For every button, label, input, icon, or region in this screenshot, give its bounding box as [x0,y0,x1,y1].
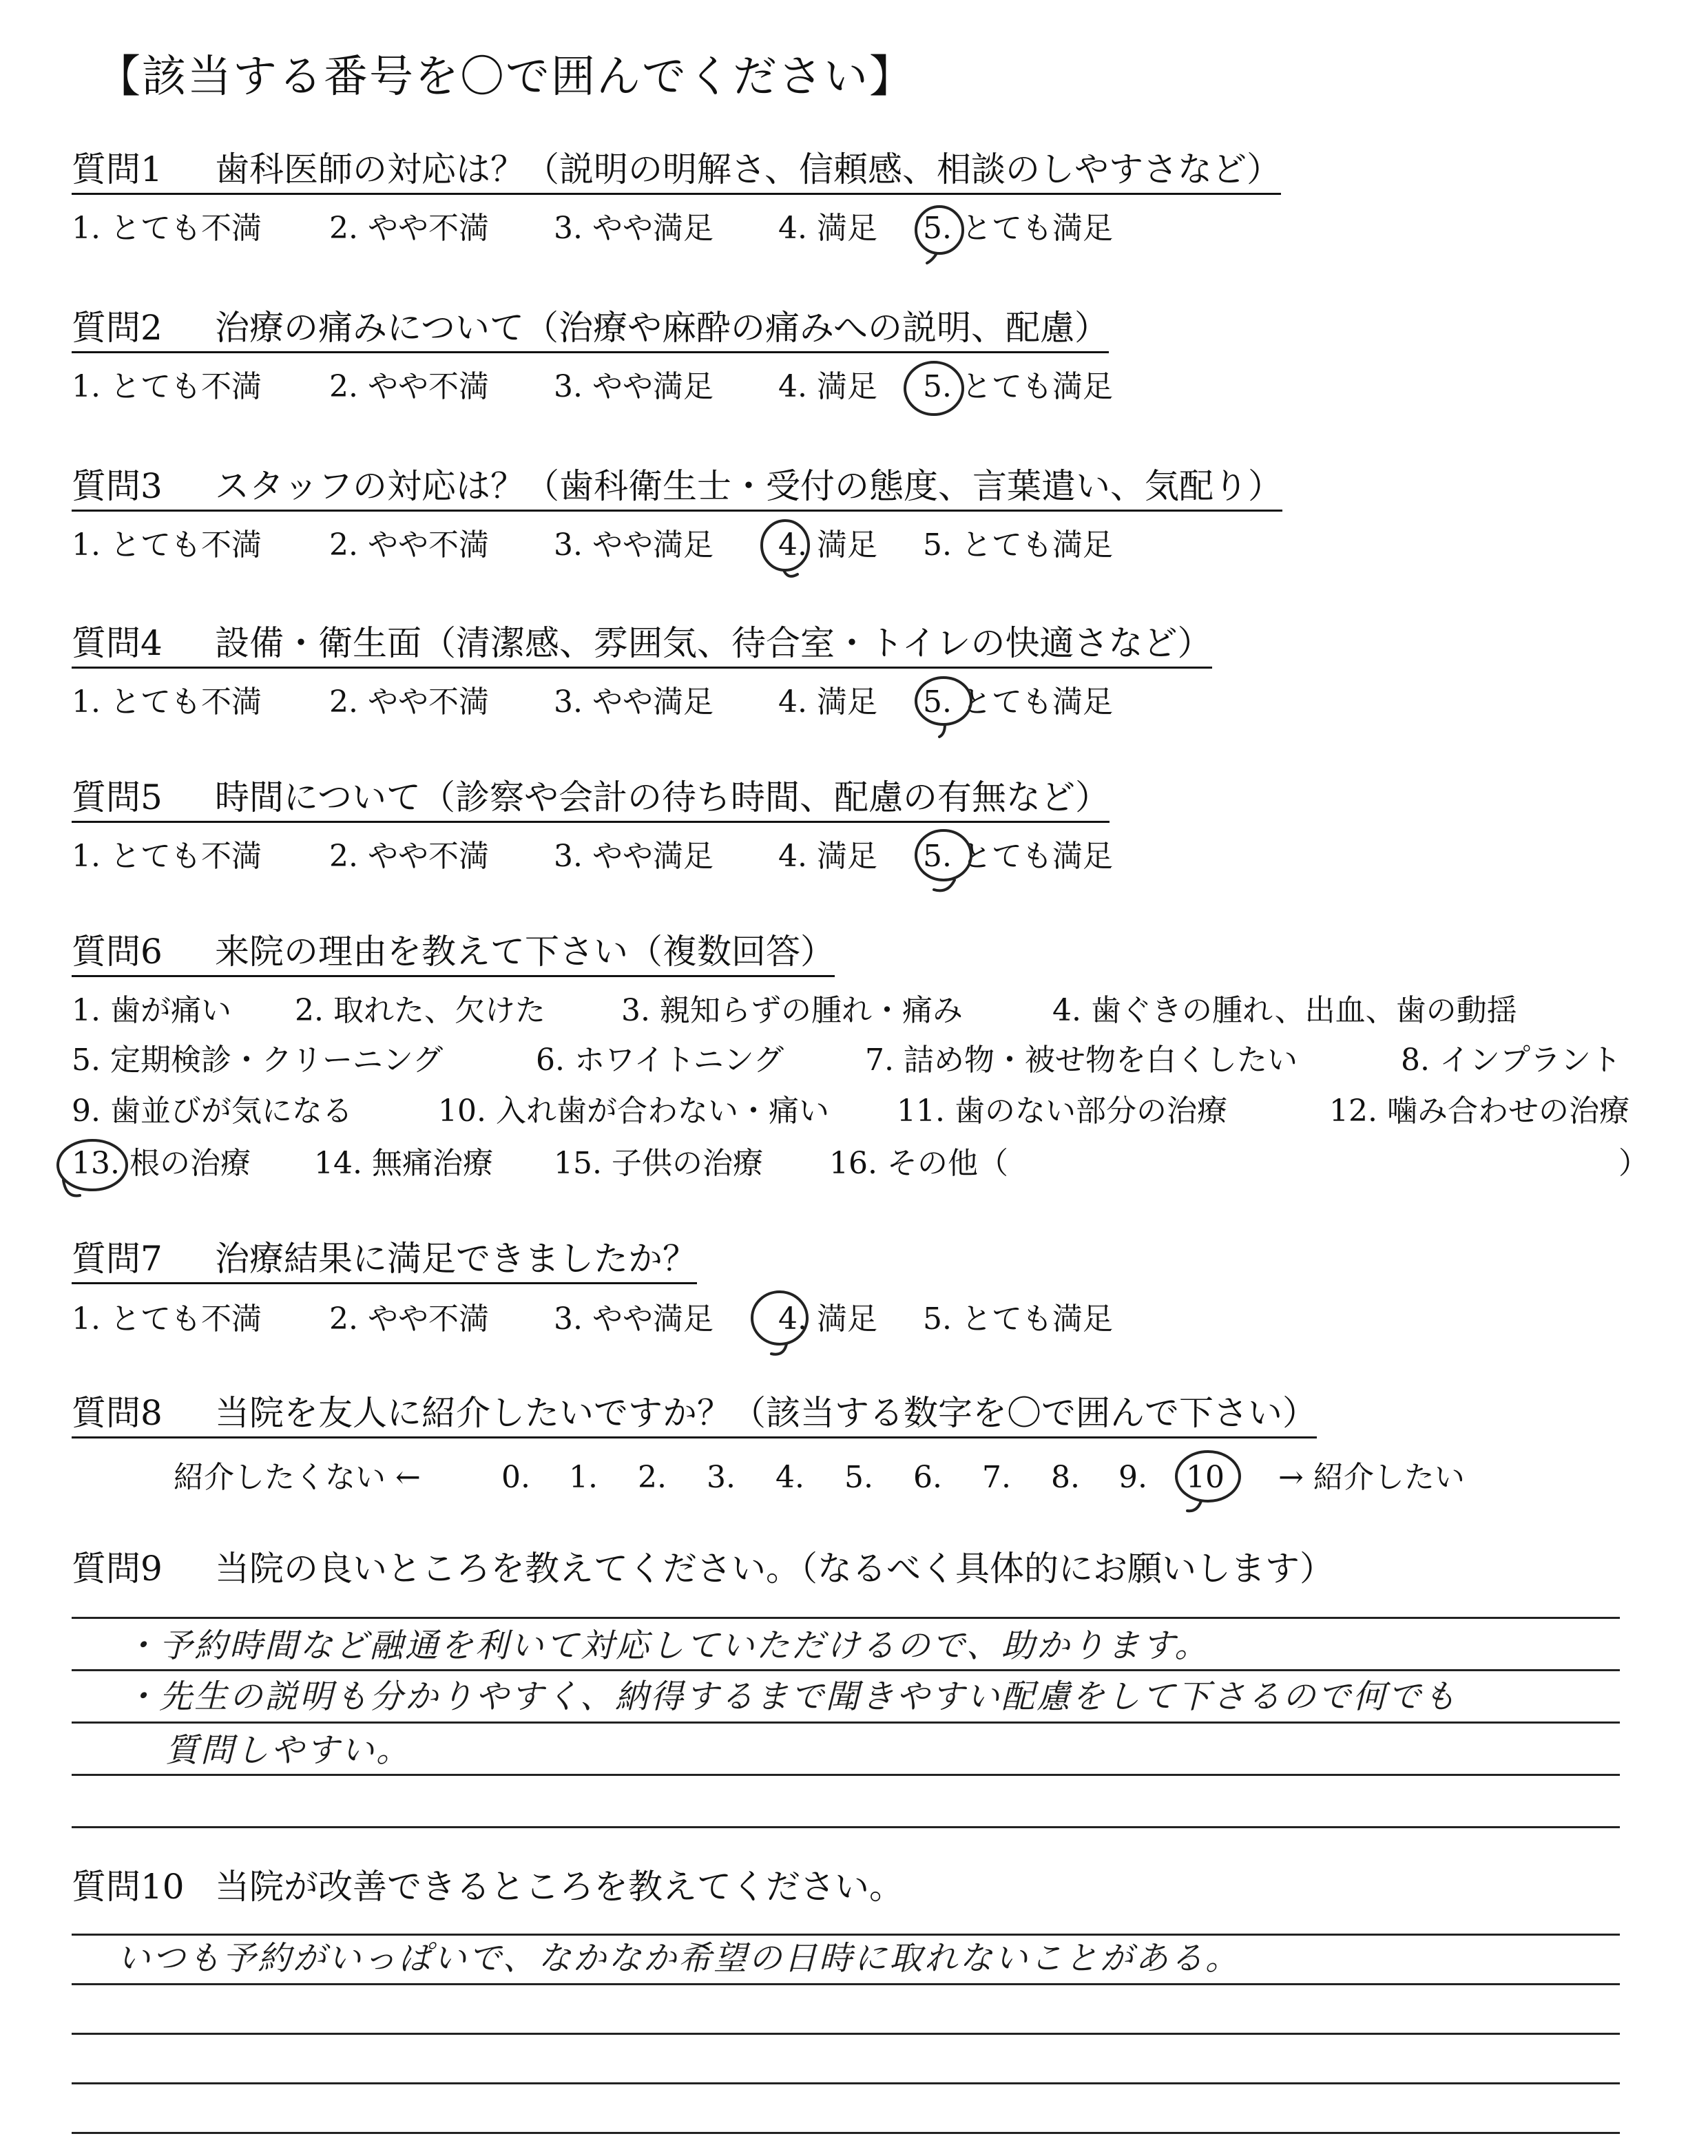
question-text: 歯科医師の対応は？（説明の明解さ、信頼感、相談のしやすさなど） [215,149,1281,189]
question-text: 当院が改善できるところを教えてください。 [215,1867,904,1907]
question-text: 時間について（診察や会計の待ち時間、配慮の有無など） [215,777,1110,817]
q8-score-10[interactable]: 10 [1186,1460,1225,1495]
q6-option-10[interactable]: 10. 入れ歯が合わない・痛い [438,1093,829,1129]
q6-option-5[interactable]: 5. 定期検診・クリーニング [72,1043,444,1078]
question-number: 質問1 [72,149,163,189]
q4-option-4[interactable]: 4. 満足 [778,684,877,720]
q4-option-2[interactable]: 2. やや不満 [329,684,489,720]
q4-option-3[interactable]: 3. やや満足 [554,684,714,720]
q8-score-5[interactable]: 5. [844,1460,873,1495]
q8-score-7[interactable]: 7. [982,1460,1011,1495]
q6-option-12[interactable]: 12. 噛み合わせの治療 [1329,1093,1629,1129]
question-text: 治療の痛みについて（治療や麻酔の痛みへの説明、配慮） [215,308,1109,348]
q6-option-11[interactable]: 11. 歯のない部分の治療 [897,1093,1227,1129]
q1-option-1[interactable]: 1. とても不満 [72,211,262,246]
q5-option-5[interactable]: 5. とても満足 [923,839,1113,874]
q5-option-1[interactable]: 1. とても不満 [72,839,262,874]
answer-ruled-line [72,1934,1620,1936]
q4-option-1[interactable]: 1. とても不満 [72,684,262,720]
answer-ruled-line [72,2132,1620,2134]
q2-option-3[interactable]: 3. やや満足 [554,369,714,404]
q10-handwritten-line-1: いつも予約がいっぱいで、なかなか希望の日時に取れないことがある。 [117,1939,1241,1978]
q7-option-4[interactable]: 4. 満足 [778,1301,877,1337]
answer-ruled-line [72,1826,1620,1828]
q1-option-3[interactable]: 3. やや満足 [554,211,714,246]
q8-left-label: 紹介したくない ← [174,1460,421,1495]
question-5-title [72,778,1110,823]
q9-handwritten-line-1: ・予約時間など融通を利いて対応していただけるので、助かります。 [124,1626,1210,1665]
q8-right-label: → 紹介したい [1278,1460,1465,1495]
answer-ruled-line [72,1774,1620,1776]
q6-option-3[interactable]: 3. 親知らずの腫れ・痛み [621,993,963,1028]
q7-option-1[interactable]: 1. とても不満 [72,1301,262,1337]
question-text: 当院の良いところを教えてください。（なるべく具体的にお願いします） [215,1549,1334,1589]
question-4-title [72,624,1212,669]
question-number: 質問8 [72,1393,163,1433]
q3-option-5[interactable]: 5. とても満足 [923,527,1113,563]
q2-option-5[interactable]: 5. とても満足 [923,369,1113,404]
form-instruction-header: 【該当する番号を〇で囲んでください】 [96,52,915,103]
q2-option-1[interactable]: 1. とても不満 [72,369,262,404]
q8-score-4[interactable]: 4. [775,1460,804,1495]
q3-option-4[interactable]: 4. 満足 [778,527,877,563]
question-number: 質問10 [72,1867,185,1907]
q5-option-4[interactable]: 4. 満足 [778,839,877,874]
q6-option-7[interactable]: 7. 詰め物・被せ物を白くしたい [865,1043,1298,1078]
question-3-title [72,467,1282,512]
answer-ruled-line [72,1721,1620,1724]
answer-ruled-line [72,2082,1620,2084]
q8-score-0[interactable]: 0. [501,1460,530,1495]
q6-option-9[interactable]: 9. 歯並びが気になる [72,1093,353,1129]
question-text: 設備・衛生面（清潔感、雰囲気、待合室・トイレの快適さなど） [215,623,1212,663]
question-text: 当院を友人に紹介したいですか？（該当する数字を〇で囲んで下さい） [215,1393,1317,1433]
question-number: 質問5 [72,777,163,817]
q1-option-2[interactable]: 2. やや不満 [329,211,489,246]
q9-handwritten-line-3: 質問しやすい。 [165,1731,412,1770]
question-2-title [72,308,1109,353]
question-text: 来院の理由を教えて下さい（複数回答） [215,932,835,972]
q1-option-4[interactable]: 4. 満足 [778,211,877,246]
question-number: 質問2 [72,308,163,348]
q6-option-2[interactable]: 2. 取れた、欠けた [295,993,545,1028]
question-1-title [72,150,1281,195]
q5-option-2[interactable]: 2. やや不満 [329,839,489,874]
q6-option-8[interactable]: 8. インプラント [1401,1043,1621,1078]
q7-option-5[interactable]: 5. とても満足 [923,1301,1113,1337]
question-number: 質問6 [72,932,163,972]
q4-option-5[interactable]: 5. とても満足 [923,684,1113,720]
q6-option-16[interactable]: 16. その他（ [829,1146,1008,1181]
q2-option-2[interactable]: 2. やや不満 [329,369,489,404]
q3-option-2[interactable]: 2. やや不満 [329,527,489,563]
question-text: 治療結果に満足できましたか？ [215,1239,697,1279]
q5-option-3[interactable]: 3. やや満足 [554,839,714,874]
q8-score-9[interactable]: 9. [1118,1460,1147,1495]
question-10-title [72,1867,904,1910]
q7-option-3[interactable]: 3. やや満足 [554,1301,714,1337]
q9-handwritten-line-2: ・先生の説明も分かりやすく、納得するまで聞きやすい配慮をして下さるので何でも [124,1677,1459,1716]
q6-option-14[interactable]: 14. 無痛治療 [314,1146,493,1181]
q7-option-2[interactable]: 2. やや不満 [329,1301,489,1337]
question-6-title [72,932,835,977]
q8-score-2[interactable]: 2. [638,1460,667,1495]
answer-ruled-line [72,1669,1620,1671]
q6-other-close-paren: ） [1618,1146,1649,1181]
q6-option-13[interactable]: 13. 根の治療 [72,1146,251,1181]
question-8-title [72,1394,1317,1438]
question-text: スタッフの対応は？（歯科衛生士・受付の態度、言葉遣い、気配り） [215,466,1282,506]
q8-score-8[interactable]: 8. [1051,1460,1080,1495]
q1-option-5[interactable]: 5. とても満足 [923,211,1113,246]
q6-option-15[interactable]: 15. 子供の治療 [554,1146,763,1181]
q2-option-4[interactable]: 4. 満足 [778,369,877,404]
question-9-title [72,1549,1334,1592]
answer-ruled-line [72,1617,1620,1619]
answer-ruled-line [72,1983,1620,1985]
q8-score-6[interactable]: 6. [913,1460,942,1495]
q3-option-3[interactable]: 3. やや満足 [554,527,714,563]
question-number: 質問4 [72,623,163,663]
question-number: 質問3 [72,466,163,506]
question-number: 質問9 [72,1549,163,1589]
q8-score-3[interactable]: 3. [707,1460,736,1495]
q3-option-1[interactable]: 1. とても不満 [72,527,262,563]
question-number: 質問7 [72,1239,163,1279]
q6-option-1[interactable]: 1. 歯が痛い [72,993,231,1028]
q6-option-6[interactable]: 6. ホワイトニング [536,1043,784,1078]
q8-score-1[interactable]: 1. [569,1460,598,1495]
answer-ruled-line [72,2033,1620,2035]
q6-option-4[interactable]: 4. 歯ぐきの腫れ、出血、歯の動揺 [1052,993,1517,1028]
question-7-title [72,1239,697,1284]
